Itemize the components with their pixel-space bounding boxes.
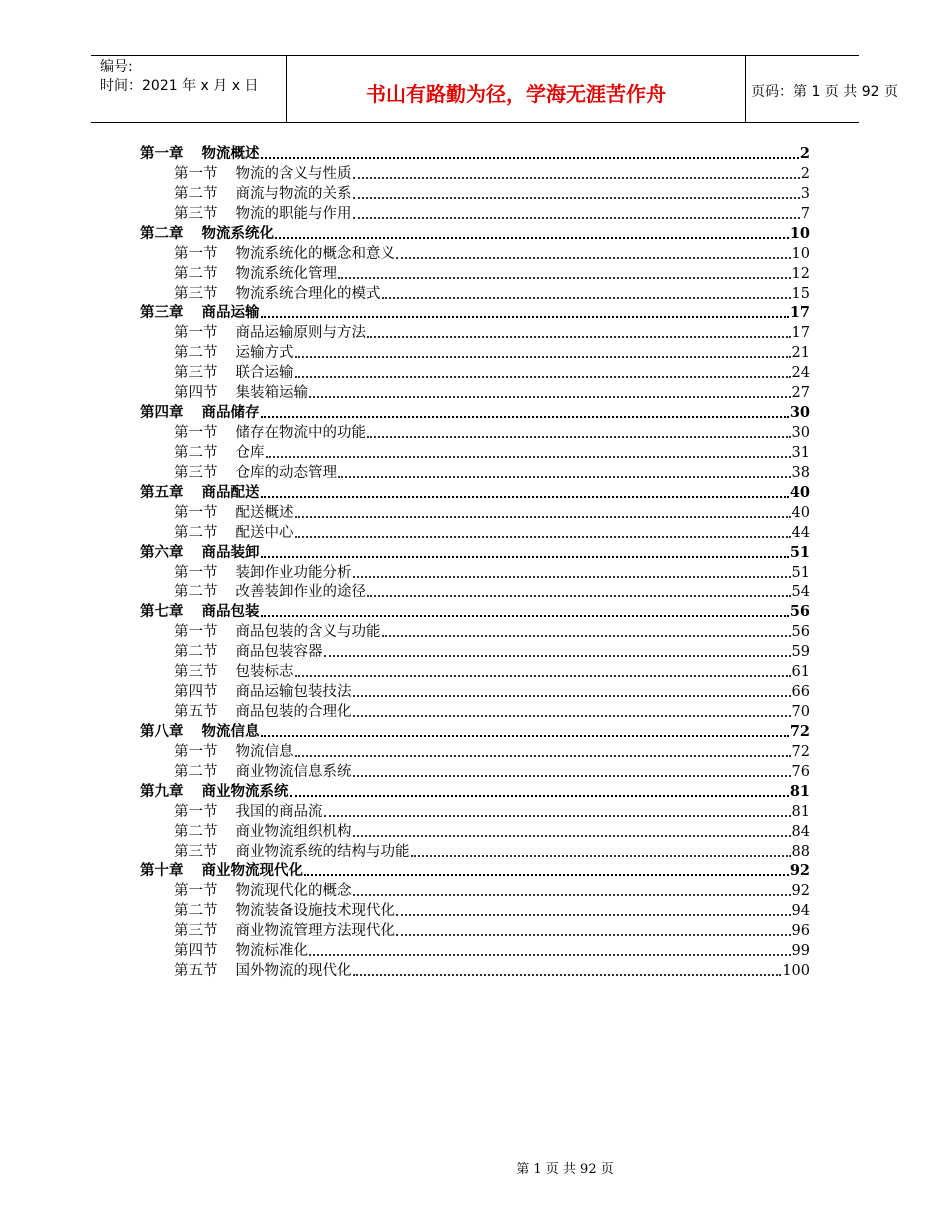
toc-entry-title: 商品包装的含义与功能 <box>235 624 381 641</box>
toc-entry-page: 12 <box>791 265 810 282</box>
toc-entry-title: 仓库的动态管理 <box>235 464 337 481</box>
header-motto-cell <box>286 56 746 122</box>
dot-leader <box>367 595 791 597</box>
toc-section-entry[interactable] <box>174 641 810 661</box>
toc-entry-page: 72 <box>791 743 810 760</box>
toc-entry-title: 物流系统化管理 <box>235 265 337 282</box>
dot-leader <box>261 556 789 558</box>
code-label: 编号: <box>100 59 133 75</box>
toc-entry-number: 第一节 <box>174 165 218 182</box>
dot-leader <box>275 237 789 239</box>
toc-entry-number: 第三节 <box>174 664 218 681</box>
toc-section-entry[interactable] <box>174 821 810 841</box>
toc-entry-page: 59 <box>791 644 810 661</box>
toc-chapter-entry[interactable] <box>140 223 810 243</box>
toc-entry-title: 商业物流信息系统 <box>235 763 352 780</box>
toc-entry-page: 17 <box>791 325 810 342</box>
toc-entry-number: 第二节 <box>174 345 218 362</box>
toc-section-entry[interactable] <box>174 841 810 861</box>
toc-entry-title: 商品包装的合理化 <box>235 704 352 721</box>
toc-section-entry[interactable] <box>174 243 810 263</box>
toc-entry-number: 第五节 <box>174 963 218 980</box>
header-page-cell <box>745 56 898 122</box>
toc-entry-page: 30 <box>789 404 810 422</box>
toc-section-entry[interactable] <box>174 701 810 721</box>
toc-entry-title: 配送概述 <box>235 504 294 521</box>
toc-entry-page: 51 <box>791 564 810 581</box>
dot-leader <box>367 436 791 438</box>
toc-entry-title: 商品包装 <box>201 603 260 621</box>
toc-entry-page: 70 <box>791 704 810 721</box>
dot-leader <box>261 735 789 737</box>
time-label: 时间：2021 年 x 月 x 日 <box>100 78 259 94</box>
toc-entry-number: 第三节 <box>174 205 218 222</box>
toc-entry-page: 27 <box>791 385 810 402</box>
toc-entry-page: 81 <box>791 803 810 820</box>
toc-entry-page: 24 <box>791 365 810 382</box>
dot-leader <box>261 157 799 159</box>
toc-entry-page: 100 <box>782 963 810 980</box>
dot-leader <box>367 336 791 338</box>
toc-entry-title: 包装标志 <box>235 664 294 681</box>
dot-leader <box>324 815 791 817</box>
dot-leader <box>295 516 791 518</box>
dot-leader <box>304 874 789 876</box>
toc-entry-number: 第三节 <box>174 285 218 302</box>
toc-entry-number: 第三节 <box>174 843 218 860</box>
dot-leader <box>353 695 791 697</box>
toc-entry-page: 92 <box>791 883 810 900</box>
toc-section-entry[interactable] <box>174 940 810 960</box>
toc-entry-title: 商业物流系统的结构与功能 <box>235 843 410 860</box>
toc-section-entry[interactable] <box>174 283 810 303</box>
toc-entry-title: 商流与物流的关系 <box>235 185 352 202</box>
dot-leader <box>353 835 791 837</box>
dot-leader <box>295 675 791 677</box>
toc-entry-number: 第九章 <box>140 782 184 800</box>
toc-chapter-entry[interactable] <box>140 860 810 880</box>
toc-entry-title: 商品配送 <box>201 483 260 501</box>
toc-entry-page: 30 <box>791 425 810 442</box>
dot-leader <box>261 496 789 498</box>
toc-entry-page: 15 <box>791 285 810 302</box>
toc-entry-page: 44 <box>791 524 810 541</box>
dot-leader <box>338 476 791 478</box>
dot-leader <box>261 416 789 418</box>
toc-entry-title: 储存在物流中的功能 <box>235 425 366 442</box>
dot-leader <box>295 376 791 378</box>
toc-entry-number: 第三节 <box>174 464 218 481</box>
dot-leader <box>353 715 791 717</box>
toc-chapter-entry[interactable] <box>140 302 810 322</box>
dot-leader <box>396 914 791 916</box>
dot-leader <box>353 894 791 896</box>
toc-section-entry[interactable] <box>174 322 810 342</box>
toc-entry-title: 物流现代化的概念 <box>235 883 352 900</box>
toc-entry-number: 第二节 <box>174 823 218 840</box>
toc-entry-page: 94 <box>791 903 810 920</box>
toc-chapter-entry[interactable] <box>140 781 810 801</box>
toc-section-entry[interactable] <box>174 362 810 382</box>
dot-leader <box>309 954 791 956</box>
toc-entry-page: 96 <box>791 923 810 940</box>
header-page-info: 页码：第 1 页 共 92 页 <box>751 84 898 100</box>
toc-entry-page: 2 <box>799 145 810 162</box>
motto-text: 书山有路勤为径，学海无涯苦作舟 <box>366 82 666 106</box>
toc-entry-page: 54 <box>791 584 810 601</box>
toc-entry-page: 81 <box>789 782 810 800</box>
toc-entry-number: 第五节 <box>174 704 218 721</box>
toc-entry-title: 商品包装容器 <box>235 644 323 661</box>
toc-entry-title: 商品装卸 <box>201 543 260 561</box>
toc-entry-title: 物流信息 <box>235 743 294 760</box>
dot-leader <box>382 635 791 637</box>
toc-entry-title: 改善装卸作业的途径 <box>235 584 366 601</box>
toc-section-entry[interactable] <box>174 502 810 522</box>
toc-section-entry[interactable] <box>174 621 810 641</box>
toc-section-entry[interactable] <box>174 581 810 601</box>
dot-leader <box>261 615 789 617</box>
toc-entry-number: 第四节 <box>174 385 218 402</box>
toc-entry-number: 第二节 <box>174 524 218 541</box>
dot-leader <box>295 356 791 358</box>
toc-entry-number: 第一节 <box>174 624 218 641</box>
toc-section-entry[interactable] <box>174 681 810 701</box>
toc-entry-title: 商品运输 <box>201 304 260 322</box>
toc-entry-page: 40 <box>789 483 810 501</box>
toc-entry-title: 国外物流的现代化 <box>235 963 352 980</box>
toc-chapter-entry[interactable] <box>140 542 810 562</box>
toc-section-entry[interactable] <box>174 263 810 283</box>
toc-entry-number: 第四节 <box>174 684 218 701</box>
toc-section-entry[interactable] <box>174 880 810 900</box>
dot-leader <box>396 934 791 936</box>
dot-leader <box>261 316 789 318</box>
toc-entry-title: 集装箱运输 <box>235 385 308 402</box>
toc-entry-title: 物流系统合理化的模式 <box>235 285 381 302</box>
toc-entry-page: 7 <box>800 205 810 222</box>
dot-leader <box>353 177 800 179</box>
toc-entry-page: 66 <box>791 684 810 701</box>
toc-entry-title: 商业物流系统 <box>201 782 289 800</box>
dot-leader <box>353 974 782 976</box>
toc-entry-number: 第一节 <box>174 743 218 760</box>
toc-section-entry[interactable] <box>174 203 810 223</box>
dot-leader <box>324 655 791 657</box>
toc-entry-title: 配送中心 <box>235 524 294 541</box>
toc-entry-page: 84 <box>791 823 810 840</box>
toc-entry-page: 21 <box>791 345 810 362</box>
toc-section-entry[interactable] <box>174 801 810 821</box>
toc-chapter-entry[interactable] <box>140 402 810 422</box>
toc-entry-number: 第二节 <box>174 444 218 461</box>
toc-section-entry[interactable] <box>174 741 810 761</box>
dot-leader <box>411 855 791 857</box>
toc-entry-title: 物流系统化的概念和意义 <box>235 245 395 262</box>
toc-section-entry[interactable] <box>174 900 810 920</box>
toc-section-entry[interactable] <box>174 661 810 681</box>
toc-entry-title: 商业物流管理方法现代化 <box>235 923 395 940</box>
document-header <box>91 55 898 123</box>
dot-leader <box>295 536 791 538</box>
toc-entry-page: 76 <box>791 763 810 780</box>
toc-entry-number: 第一节 <box>174 564 218 581</box>
toc-entry-number: 第二节 <box>174 763 218 780</box>
header-left-cell <box>91 56 286 122</box>
toc-entry-page: 92 <box>789 862 810 880</box>
toc-entry-number: 第二节 <box>174 903 218 920</box>
page-footer: 第 1 页 共 92 页 <box>516 1162 614 1177</box>
toc-entry-page: 10 <box>789 224 810 242</box>
toc-entry-number: 第五章 <box>140 483 184 501</box>
toc-entry-title: 物流的职能与作用 <box>235 205 352 222</box>
toc-entry-title: 仓库 <box>235 444 265 461</box>
dot-leader <box>353 775 791 777</box>
toc-entry-title: 商品运输包装技法 <box>235 684 352 701</box>
toc-entry-title: 物流系统化 <box>201 224 274 242</box>
toc-entry-title: 联合运输 <box>235 365 294 382</box>
toc-entry-number: 第二节 <box>174 584 218 601</box>
toc-entry-number: 第三节 <box>174 923 218 940</box>
toc-entry-number: 第二节 <box>174 265 218 282</box>
toc-entry-page: 56 <box>789 603 810 621</box>
toc-entry-page: 56 <box>791 624 810 641</box>
toc-section-entry[interactable] <box>174 422 810 442</box>
toc-entry-page: 40 <box>791 504 810 521</box>
toc-entry-number: 第八章 <box>140 722 184 740</box>
dot-leader <box>290 795 789 797</box>
toc-entry-number: 第六章 <box>140 543 184 561</box>
toc-entry-number: 第一节 <box>174 504 218 521</box>
toc-entry-page: 72 <box>789 722 810 740</box>
toc-entry-page: 3 <box>800 185 810 202</box>
toc-chapter-entry[interactable] <box>140 143 810 163</box>
toc-section-entry[interactable] <box>174 920 810 940</box>
dot-leader <box>309 396 791 398</box>
toc-section-entry[interactable] <box>174 342 810 362</box>
toc-entry-number: 第三章 <box>140 304 184 322</box>
toc-entry-page: 31 <box>791 444 810 461</box>
dot-leader <box>396 257 791 259</box>
toc-entry-number: 第一节 <box>174 245 218 262</box>
toc-entry-number: 第十章 <box>140 862 184 880</box>
toc-entry-number: 第一节 <box>174 883 218 900</box>
toc-entry-number: 第二章 <box>140 224 184 242</box>
toc-section-entry[interactable] <box>174 183 810 203</box>
toc-section-entry[interactable] <box>174 522 810 542</box>
toc-chapter-entry[interactable] <box>140 601 810 621</box>
toc-section-entry[interactable] <box>174 960 810 980</box>
toc-entry-page: 17 <box>789 304 810 322</box>
dot-leader <box>295 755 791 757</box>
toc-entry-title: 物流信息 <box>201 722 260 740</box>
toc-entry-title: 商业物流组织机构 <box>235 823 352 840</box>
toc-section-entry[interactable] <box>174 163 810 183</box>
toc-entry-page: 88 <box>791 843 810 860</box>
toc-entry-number: 第一节 <box>174 325 218 342</box>
toc-section-entry[interactable] <box>174 761 810 781</box>
toc-chapter-entry[interactable] <box>140 482 810 502</box>
toc-entry-number: 第二节 <box>174 185 218 202</box>
toc-section-entry[interactable] <box>174 562 810 582</box>
toc-entry-title: 商业物流现代化 <box>201 862 303 880</box>
toc-entry-title: 运输方式 <box>235 345 294 362</box>
toc-entry-title: 物流的含义与性质 <box>235 165 352 182</box>
dot-leader <box>382 297 791 299</box>
toc-entry-page: 61 <box>791 664 810 681</box>
toc-entry-number: 第七章 <box>140 603 184 621</box>
toc-entry-number: 第四节 <box>174 943 218 960</box>
toc-entry-number: 第一章 <box>140 145 184 162</box>
toc-entry-title: 我国的商品流 <box>235 803 323 820</box>
toc-section-entry[interactable] <box>174 382 810 402</box>
toc-entry-number: 第三节 <box>174 365 218 382</box>
toc-entry-page: 51 <box>789 543 810 561</box>
toc-entry-page: 99 <box>791 943 810 960</box>
dot-leader <box>353 197 800 199</box>
toc-entry-number: 第一节 <box>174 803 218 820</box>
dot-leader <box>353 217 800 219</box>
toc-entry-number: 第一节 <box>174 425 218 442</box>
dot-leader <box>353 576 791 578</box>
toc-chapter-entry[interactable] <box>140 721 810 741</box>
toc-entry-title: 装卸作业功能分析 <box>235 564 352 581</box>
toc-entry-title: 物流标准化 <box>235 943 308 960</box>
dot-leader <box>266 456 791 458</box>
toc-entry-page: 2 <box>800 165 810 182</box>
toc-entry-title: 商品运输原则与方法 <box>235 325 366 342</box>
toc-entry-page: 38 <box>791 464 810 481</box>
toc-entry-number: 第四章 <box>140 404 184 422</box>
toc-entry-title: 物流概述 <box>201 145 260 162</box>
toc-entry-page: 10 <box>791 245 810 262</box>
toc-section-entry[interactable] <box>174 442 810 462</box>
toc-entry-number: 第二节 <box>174 644 218 661</box>
toc-entry-title: 商品储存 <box>201 404 260 422</box>
toc-section-entry[interactable] <box>174 462 810 482</box>
dot-leader <box>338 277 791 279</box>
toc-entry-title: 物流装备设施技术现代化 <box>235 903 395 920</box>
